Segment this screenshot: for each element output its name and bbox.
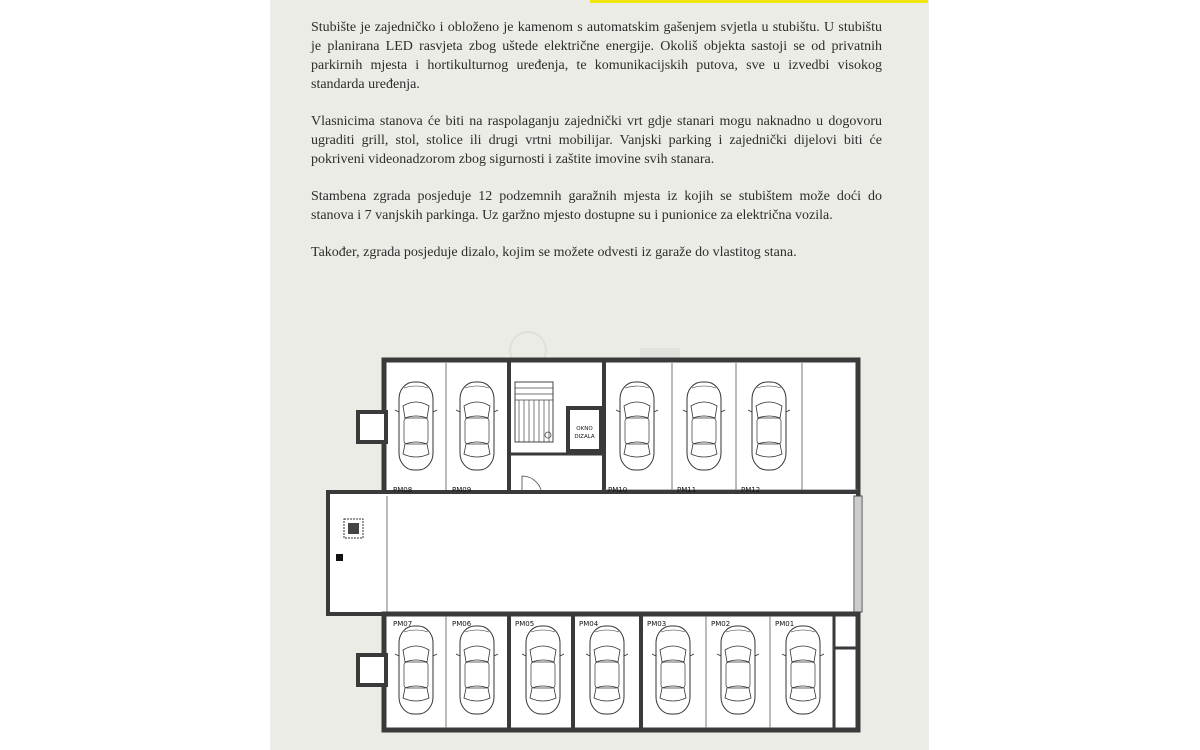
floor-plan-drawing: [270, 330, 929, 750]
article-text: [311, 18, 882, 280]
spot-label-pm04: PM04: [579, 620, 599, 628]
elevator-shaft: [568, 408, 601, 451]
spot-label-pm01: PM01: [775, 620, 795, 628]
paragraph-garden: Vlasnicima stanova će biti na raspolaganju zajednički vrt gdje stanari mogu naknadno u dogovoru ugraditi grill, stol, stolice ili drugi vrtni mobilijar. Vanjski parking i zajednički dijelovi biti će pokriveni videonadzorom zbog sigurnosti i zaštite imovine svih stanara.: [311, 114, 882, 167]
spot-label-pm11: PM11: [677, 486, 697, 494]
garage-floor-plan: [270, 330, 929, 750]
header-accent-bar: [590, 0, 928, 3]
spot-label-pm03: PM03: [647, 620, 667, 628]
spot-label-pm09: PM09: [452, 486, 472, 494]
paragraph-garage: Stambena zgrada posjeduje 12 podzemnih garažnih mjesta iz kojih se stubištem može doći do stanova i 7 vanjskih parkinga. Uz garžno mjesto dostupne su i punionice za električna vozila.: [311, 189, 882, 223]
spot-label-pm05: PM05: [515, 620, 535, 628]
paragraph-elevator: Također, zgrada posjeduje dizalo, kojim se možete odvesti iz garaže do vlastitog stana.: [311, 245, 797, 260]
spot-label-pm10: PM10: [608, 486, 628, 494]
spot-label-pm12: PM12: [741, 486, 761, 494]
spot-label-pm08: PM08: [393, 486, 413, 494]
spot-label-pm07: PM07: [393, 620, 413, 628]
driveway: [328, 492, 862, 614]
elevator-label-1: OKNO: [576, 426, 593, 432]
spot-label-pm06: PM06: [452, 620, 472, 628]
spot-label-pm02: PM02: [711, 620, 731, 628]
paragraph-staircase: Stubište je zajedničko i obloženo je kamenom s automatskim gašenjem svjetla u stubištu. U stubištu je planirana LED rasvjeta zbog uštede električne energije. Okoliš objekta sastoji se od privatnih parkirnih mjesta i hortikulturnog uređenja, te komunikacijskih putova, sve u izvedbi visokog standarda uređenja.: [311, 20, 882, 92]
elevator-label-2: DIZALA: [574, 434, 595, 440]
